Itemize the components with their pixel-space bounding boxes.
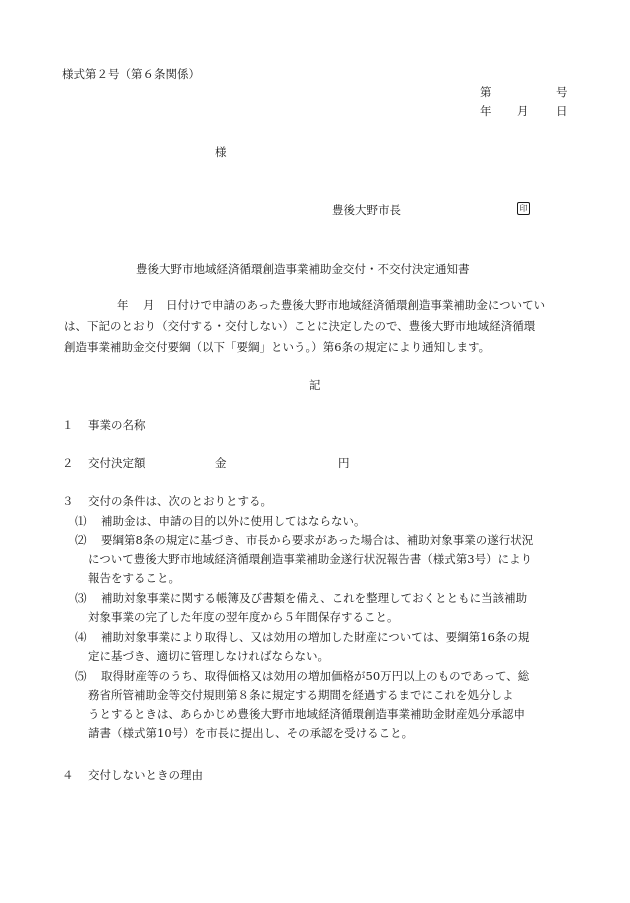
- date-day: 日: [556, 104, 568, 118]
- condition-3-marker: ⑶: [75, 591, 87, 605]
- date-month: 月: [517, 104, 529, 118]
- condition-2-line-2: について豊後大野市地域経済循環創造事業補助金遂行状況報告書（様式第3号）により: [88, 552, 533, 566]
- section-3-label: 交付の条件は、次のとおりとする。: [88, 494, 272, 508]
- condition-2-line-1: 要綱第8条の規定に基づき、市長から要求があった場合は、補助対象事業の遂行状況: [101, 533, 534, 547]
- form-number: 様式第２号（第６条関係）: [62, 67, 200, 81]
- addressee-honorific: 様: [215, 145, 227, 159]
- condition-4-line-1: 補助対象事業により取得し、又は効用の増加した財産については、要綱第16条の規: [101, 630, 530, 644]
- condition-1-marker: ⑴: [75, 514, 87, 528]
- condition-3-line-1: 補助対象事業に関する帳簿及び書類を備え、これを整理しておくとともに当該補助: [101, 591, 528, 605]
- condition-1-line-1: 補助金は、申請の目的以外に使用してはならない。: [101, 514, 366, 528]
- amount-suffix: 円: [338, 456, 350, 470]
- issuer-name: 豊後大野市長: [332, 203, 401, 217]
- intro-date-month: 月: [143, 298, 155, 312]
- condition-5-line-4: 請書（様式第10号）を市長に提出し、その承認を受けること。: [88, 726, 414, 740]
- intro-line-1: 日付けで申請のあった豊後大野市地域経済循環創造事業補助金についてい: [166, 298, 546, 312]
- section-3-number: ３: [62, 494, 74, 508]
- document-number-suffix: 号: [556, 85, 568, 99]
- condition-5-marker: ⑸: [75, 669, 87, 683]
- condition-5-line-1: 取得財産等のうち、取得価格又は効用の増加価格が50万円以上のものであって、総: [101, 669, 530, 683]
- section-4-label: 交付しないときの理由: [88, 768, 203, 782]
- section-2-number: ２: [62, 456, 74, 470]
- document-number-prefix: 第: [480, 85, 492, 99]
- section-2-label: 交付決定額: [88, 456, 146, 470]
- condition-2-marker: ⑵: [75, 533, 87, 547]
- intro-date-year: 年: [117, 298, 129, 312]
- condition-3-line-2: 対象事業の完了した年度の翌年度から５年間保存すること。: [88, 610, 399, 624]
- document-title: 豊後大野市地域経済循環創造事業補助金交付・不交付決定通知書: [136, 262, 470, 276]
- condition-4-line-2: 定に基づき、適切に管理しなければならない。: [88, 649, 330, 663]
- condition-5-line-3: うとするときは、あらかじめ豊後大野市地域経済循環創造事業補助金財産処分承認申: [88, 707, 525, 721]
- date-year: 年: [480, 104, 492, 118]
- section-1-label: 事業の名称: [88, 418, 146, 432]
- intro-line-3: 創造事業補助金交付要綱（以下「要綱」という。）第6条の規定により通知します。: [64, 340, 491, 354]
- seal-mark: 印: [517, 202, 530, 215]
- ki-heading: 記: [309, 378, 321, 392]
- section-4-number: ４: [62, 768, 74, 782]
- condition-4-marker: ⑷: [75, 630, 87, 644]
- condition-5-line-2: 務省所管補助金等交付規則第８条に規定する期間を経過するまでにこれを処分しよ: [88, 688, 514, 702]
- amount-prefix: 金: [215, 456, 227, 470]
- condition-2-line-3: 報告をすること。: [88, 571, 180, 585]
- intro-line-2: は、下記のとおり（交付する・交付しない）ことに決定したので、豊後大野市地域経済循環: [64, 319, 536, 333]
- section-1-number: １: [62, 418, 74, 432]
